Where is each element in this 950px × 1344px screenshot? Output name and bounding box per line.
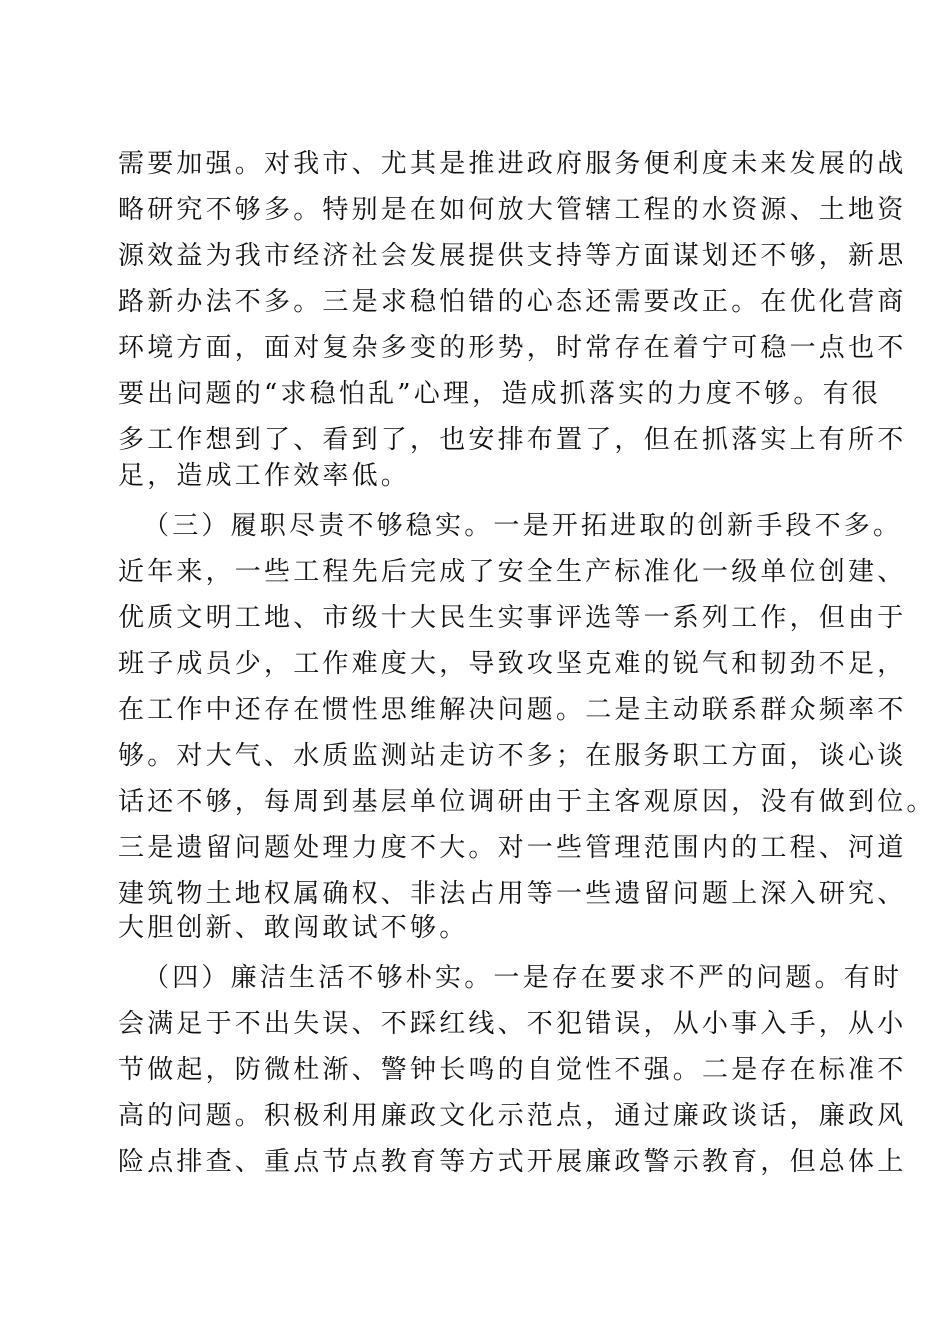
text-line: 大胆创新、敢闯敢试不够。: [118, 913, 469, 943]
text-line: 路新办法不多。三是求稳怕错的心态还需要改正。在优化营商: [118, 287, 907, 317]
text-line: 会满足于不出失误、不踩红线、不犯错误，从小事入手，从小: [118, 1009, 907, 1039]
text-line: 三是遗留问题处理力度不大。对一些管理范围内的工程、河道: [118, 833, 907, 863]
text-line: 多工作想到了、看到了，也安排布置了，但在抓落实上有所不: [118, 425, 907, 455]
text-line: 近年来，一些工程先后完成了安全生产标准化一级单位创建、: [118, 557, 907, 587]
text-line: 建筑物土地权属确权、非法占用等一些遗留问题上深入研究、: [118, 879, 907, 909]
text-line: 源效益为我市经济社会发展提供支持等方面谋划还不够，新思: [118, 241, 907, 271]
text-line: 要出问题的“求稳怕乱”心理，造成抓落实的力度不够。有很: [118, 379, 881, 409]
text-line: 话还不够，每周到基层单位调研由于主客观原因，没有做到位。: [118, 787, 936, 817]
text-line: 需要加强。对我市、尤其是推进政府服务便利度未来发展的战: [118, 149, 907, 179]
paragraph-heading-line: （四）廉洁生活不够朴实。一是存在要求不严的问题。有时: [143, 963, 903, 993]
text-line: 优质文明工地、市级十大民生实事评选等一系列工作，但由于: [118, 603, 907, 633]
text-line: 足，造成工作效率低。: [118, 461, 411, 491]
text-line: 节做起，防微杜渐、警钟长鸣的自觉性不强。二是存在标准不: [118, 1055, 907, 1085]
text-line: 班子成员少，工作难度大，导致攻坚克难的锐气和韧劲不足，: [118, 649, 907, 679]
text-line: 险点排查、重点节点教育等方式开展廉政警示教育，但总体上: [118, 1147, 907, 1177]
text-line: 在工作中还存在惯性思维解决问题。二是主动联系群众频率不: [118, 695, 907, 725]
text-line: 略研究不够多。特别是在如何放大管辖工程的水资源、土地资: [118, 195, 907, 225]
text-line: 高的问题。积极利用廉政文化示范点，通过廉政谈话，廉政风: [118, 1101, 907, 1131]
text-line: 够。对大气、水质监测站走访不多；在服务职工方面，谈心谈: [118, 741, 907, 771]
text-line: 环境方面，面对复杂多变的形势，时常存在着宁可稳一点也不: [118, 333, 907, 363]
paragraph-heading-line: （三）履职尽责不够稳实。一是开拓进取的创新手段不多。: [143, 511, 903, 541]
